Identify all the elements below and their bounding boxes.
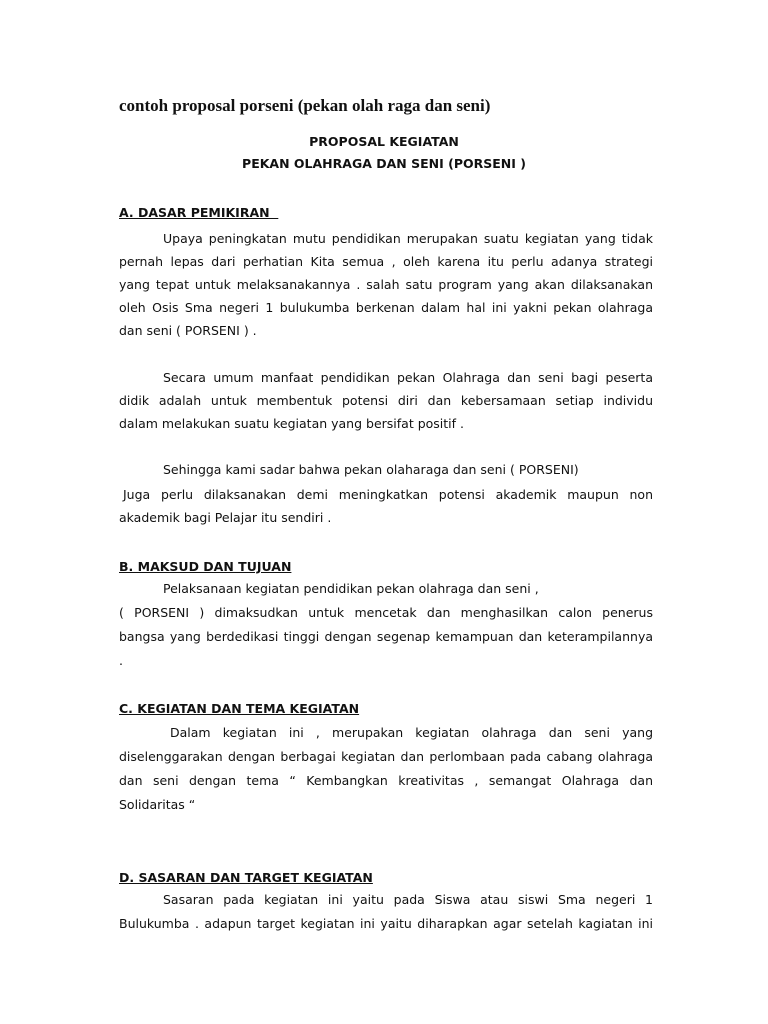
paragraph-line: oleh Osis Sma negeri 1 bulukumba berkenan dalam hal ini yakni pekan olahraga	[119, 300, 653, 315]
paragraph-line: Sasaran pada kegiatan ini yaitu pada Siswa atau siswi Sma negeri 1	[163, 892, 653, 907]
paragraph-line: ( PORSENI ) dimaksudkan untuk mencetak dan menghasilkan calon penerus	[119, 605, 653, 620]
paragraph-line: dan seni ( PORSENI ) .	[119, 323, 257, 338]
document-title: contoh proposal porseni (pekan olah raga dan seni)	[119, 96, 491, 115]
paragraph-line: Pelaksanaan kegiatan pendidikan pekan olahraga dan seni ,	[163, 581, 539, 596]
proposal-heading: PROPOSAL KEGIATAN	[309, 134, 459, 149]
paragraph-line: bangsa yang berdedikasi tinggi dengan segenap kemampuan dan keterampilannya	[119, 629, 653, 644]
paragraph-line: akademik bagi Pelajar itu sendiri .	[119, 510, 332, 525]
paragraph-line: Upaya peningkatan mutu pendidikan merupakan suatu kegiatan yang tidak	[163, 231, 653, 246]
paragraph-line: Sehingga kami sadar bahwa pekan olaharaga dan seni ( PORSENI)	[163, 462, 579, 477]
section-a-title: A. DASAR PEMIKIRAN	[119, 205, 279, 220]
paragraph-line: yang tepat untuk melaksanakannya . salah satu program yang akan dilaksanakan	[119, 277, 653, 292]
paragraph-line: dan seni dengan tema “ Kembangkan kreativitas , semangat Olahraga dan	[119, 773, 653, 788]
section-b-title: B. MAKSUD DAN TUJUAN	[119, 559, 292, 574]
paragraph-line: Solidaritas “	[119, 797, 196, 812]
paragraph-line: dalam melakukan suatu kegiatan yang bersifat positif .	[119, 416, 464, 431]
paragraph-line: pernah lepas dari perhatian Kita semua , oleh karena itu perlu adanya strategi	[119, 254, 653, 269]
paragraph-line: Bulukumba . adapun target kegiatan ini yaitu diharapkan agar setelah kagiatan ini	[119, 916, 653, 931]
section-c-title: C. KEGIATAN DAN TEMA KEGIATAN	[119, 701, 360, 716]
paragraph-line: diselenggarakan dengan berbagai kegiatan dan perlombaan pada cabang olahraga	[119, 749, 653, 764]
paragraph-line: Juga perlu dilaksanakan demi meningkatkan potensi akademik maupun non	[123, 487, 653, 502]
paragraph-line: .	[119, 653, 123, 668]
paragraph-line: Dalam kegiatan ini , merupakan kegiatan olahraga dan seni yang	[170, 725, 653, 740]
section-d-title: D. SASARAN DAN TARGET KEGIATAN	[119, 870, 373, 885]
paragraph-line: Secara umum manfaat pendidikan pekan Olahraga dan seni bagi peserta	[163, 370, 653, 385]
paragraph-line: didik adalah untuk membentuk potensi diri dan kebersamaan setiap individu	[119, 393, 653, 408]
proposal-subheading: PEKAN OLAHRAGA DAN SENI (PORSENI )	[242, 156, 526, 171]
